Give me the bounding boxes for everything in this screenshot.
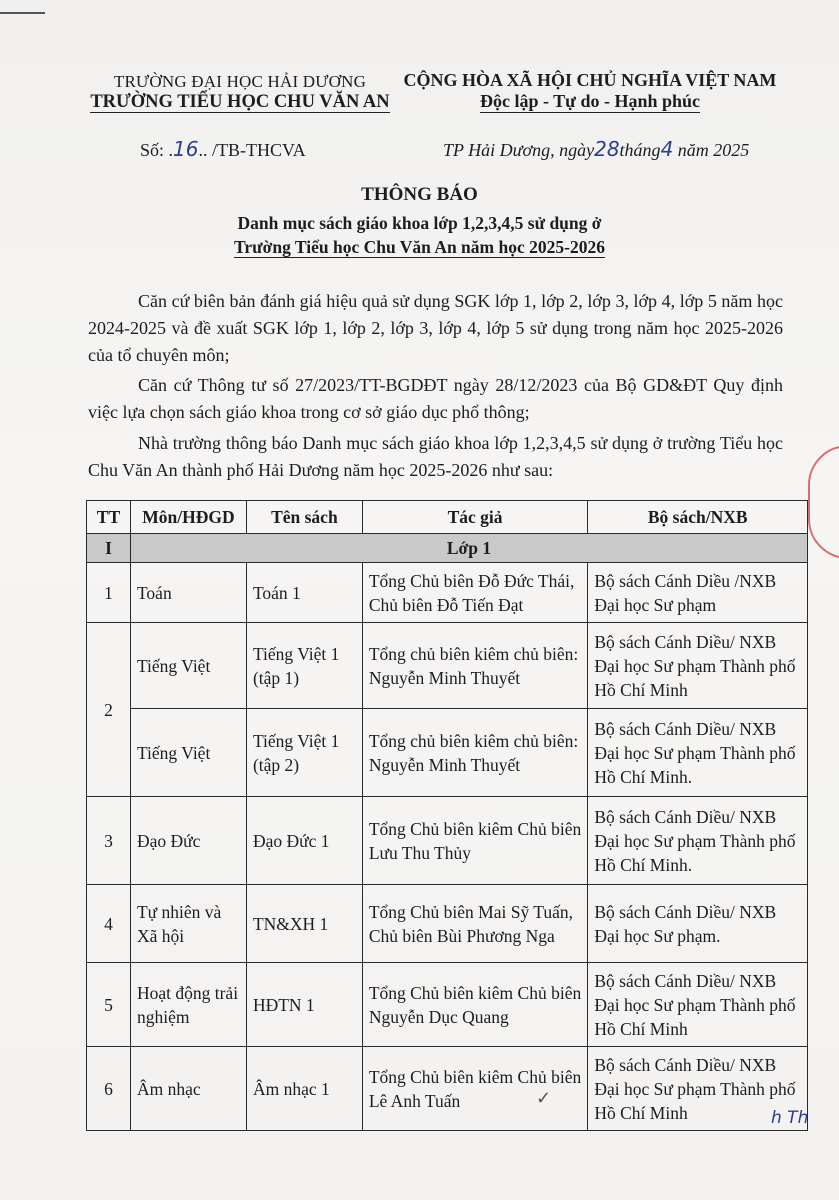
cell-book: Tiếng Việt 1 (tập 2): [246, 709, 362, 797]
document-number: Số: .16.. /TB-THCVA: [140, 137, 306, 161]
header-subject: Môn/HĐGD: [130, 501, 246, 534]
cell-book: Đạo Đức 1: [246, 797, 362, 885]
cell-book: Tiếng Việt 1 (tập 1): [246, 623, 362, 709]
cell-author: Tổng Chủ biên kiêm Chủ biên Lê Anh Tuấn: [362, 1047, 588, 1131]
document-date: TP Hải Dương, ngày28tháng4 năm 2025: [443, 137, 750, 161]
org-school-name: TRƯỜNG TIỂU HỌC CHU VĂN AN: [90, 92, 390, 112]
org-parent-name: TRƯỜNG ĐẠI HỌC HẢI DƯƠNG: [113, 72, 367, 91]
nation-name: CỘNG HÒA XÃ HỘI CHỦ NGHĨA VIỆT NAM: [403, 70, 777, 90]
cell-tt: 1: [87, 563, 131, 623]
handwritten-month: 4: [660, 137, 674, 161]
cell-tt: 5: [87, 963, 131, 1047]
cell-subject: Âm nhạc: [130, 1047, 246, 1131]
handwritten-check-icon: ✓: [536, 1088, 552, 1108]
table-row: [87, 885, 808, 963]
paragraph-basis-1: Căn cứ biên bản đánh giá hiệu quả sử dụng SGK lớp 1, lớp 2, lớp 3, lớp 4, lớp 5 năm học 2024-2025 và đề xuất SGK lớp 1, lớp 2, lớp 3, lớp 4, lớp 5 sử dụng trong năm học 2025-2026 của tổ chuyên môn;: [88, 291, 783, 365]
handwritten-number: 16: [173, 137, 199, 161]
header-publisher: Bộ sách/NXB: [588, 501, 808, 534]
textbook-table: [86, 500, 808, 1131]
header-book: Tên sách: [246, 501, 362, 534]
cell-publisher: Bộ sách Cánh Diều/ NXB Đại học Sư phạm Thành phố Hồ Chí Minh: [588, 1047, 808, 1131]
paragraph-basis-2: Căn cứ Thông tư số 27/2023/TT-BGDĐT ngày 28/12/2023 của Bộ GD&ĐT Quy định việc lựa chọn sách giáo khoa trong cơ sở giáo dục phổ thông;: [88, 375, 783, 422]
table-row: [87, 623, 808, 709]
handwritten-day: 28: [594, 137, 620, 161]
table-row: [87, 1047, 808, 1131]
cell-tt: 3: [87, 797, 131, 885]
red-seal-stamp: [808, 445, 839, 559]
cell-publisher: Bộ sách Cánh Diều /NXB Đại học Sư phạm: [588, 563, 808, 623]
table-row: [87, 709, 808, 797]
cell-author: Tổng Chủ biên Đỗ Đức Thái, Chủ biên Đỗ Tiến Đạt: [362, 563, 588, 623]
table-row: [87, 563, 808, 623]
header-author: Tác giả: [362, 501, 588, 534]
paragraph-announcement: Nhà trường thông báo Danh mục sách giáo khoa lớp 1,2,3,4,5 sử dụng ở trường Tiểu học Chu Văn An thành phố Hải Dương năm học 2025-2026 như sau:: [88, 433, 783, 480]
cell-author: Tổng Chủ biên kiêm Chủ biên Nguyễn Dục Quang: [362, 963, 588, 1047]
top-dash-mark: [0, 12, 45, 14]
cell-publisher: Bộ sách Cánh Diều/ NXB Đại học Sư phạm Thành phố Hồ Chí Minh.: [588, 709, 808, 797]
cell-subject: Toán: [130, 563, 246, 623]
cell-author: Tổng chủ biên kiêm chủ biên: Nguyễn Minh Thuyết: [362, 623, 588, 709]
cell-publisher: Bộ sách Cánh Diều/ NXB Đại học Sư phạm.: [588, 885, 808, 963]
section-label: Lớp 1: [130, 534, 807, 563]
cell-publisher: Bộ sách Cánh Diều/ NXB Đại học Sư phạm Thành phố Hồ Chí Minh: [588, 963, 808, 1047]
cell-book: TN&XH 1: [246, 885, 362, 963]
cell-tt: 4: [87, 885, 131, 963]
document-subtitle-line1: Danh mục sách giáo khoa lớp 1,2,3,4,5 sử dụng ở: [237, 213, 602, 233]
organization-header: [80, 72, 400, 113]
cell-author: Tổng Chủ biên Mai Sỹ Tuấn, Chủ biên Bùi Phương Nga: [362, 885, 588, 963]
cell-publisher: Bộ sách Cánh Diều/ NXB Đại học Sư phạm Thành phố Hồ Chí Minh: [588, 623, 808, 709]
cell-tt: 6: [87, 1047, 131, 1131]
header-tt: TT: [87, 501, 131, 534]
cell-subject: Hoạt động trải nghiệm: [130, 963, 246, 1047]
table-row: [87, 797, 808, 885]
cell-tt: 2: [87, 623, 131, 797]
section-row-grade1: [87, 534, 808, 563]
section-number: I: [87, 534, 131, 563]
cell-author: Tổng Chủ biên kiêm Chủ biên Lưu Thu Thủy: [362, 797, 588, 885]
cell-subject: Tiếng Việt: [130, 709, 246, 797]
table-row: [87, 963, 808, 1047]
document-title: THÔNG BÁO: [361, 184, 478, 205]
cell-subject: Tiếng Việt: [130, 623, 246, 709]
cell-book: HĐTN 1: [246, 963, 362, 1047]
national-header: [392, 70, 788, 113]
nation-motto: Độc lập - Tự do - Hạnh phúc: [479, 91, 701, 111]
cell-subject: Tự nhiên và Xã hội: [130, 885, 246, 963]
table-header-row: [87, 501, 808, 534]
document-subtitle-line2: Trường Tiểu học Chu Văn An năm học 2025-2026: [234, 237, 605, 257]
cell-book: Âm nhạc 1: [246, 1047, 362, 1131]
cell-book: Toán 1: [246, 563, 362, 623]
handwritten-signature-fragment: h Th: [771, 1108, 809, 1128]
cell-subject: Đạo Đức: [130, 797, 246, 885]
cell-publisher: Bộ sách Cánh Diều/ NXB Đại học Sư phạm Thành phố Hồ Chí Minh.: [588, 797, 808, 885]
cell-author: Tổng chủ biên kiêm chủ biên: Nguyễn Minh Thuyết: [362, 709, 588, 797]
